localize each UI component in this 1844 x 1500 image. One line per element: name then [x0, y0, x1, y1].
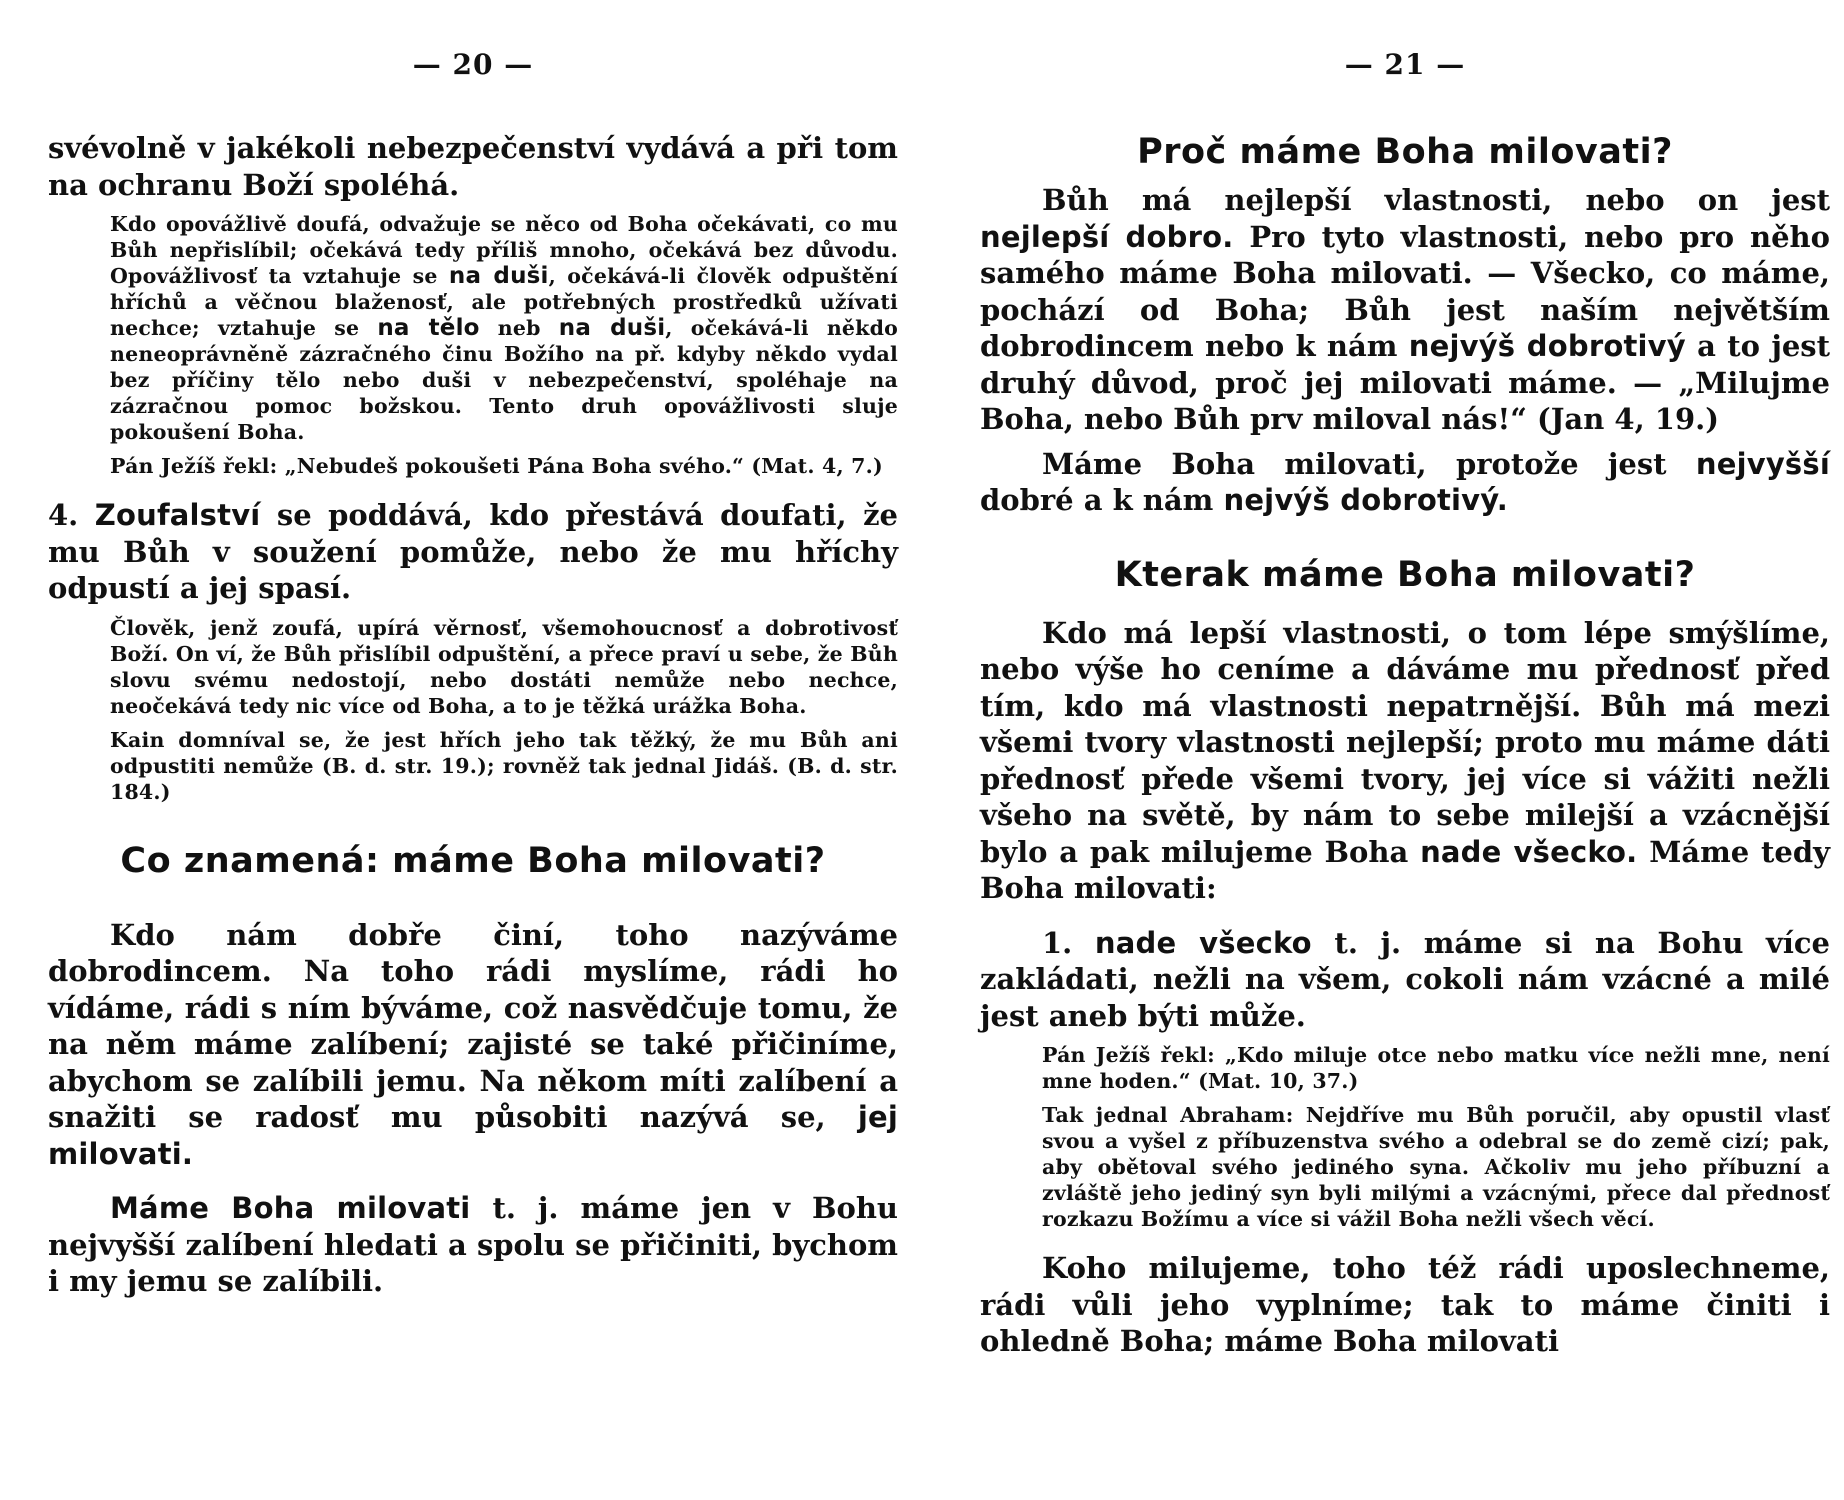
scripture-quote: Pán Ježíš řekl: „Kdo miluje otce nebo matku více nežli mne, není mne hoden.“ (Mat. 10, 37.)	[1042, 1043, 1830, 1093]
section-heading: Kterak máme Boha milovati?	[1114, 554, 1696, 595]
paragraph: Máme Boha milovati t. j. máme jen v Bohu nejvyšší zalíbení hledati a spolu se přičiniti, bychom i my jemu se zalíbili.	[48, 1191, 899, 1298]
page-number: — 20 —	[412, 48, 534, 81]
emphasis: jej milovati.	[48, 1100, 898, 1171]
emphasis: nejlepší dobro.	[980, 219, 1234, 254]
left-page	[48, 0, 898, 1500]
small-paragraph: Člověk, jenž zoufá, upírá věrnosť, všemohoucnosť a dobrotivosť Boží. On ví, že Bůh přislíbil odpuštění, a přece praví u sebe, že Bůh slovu svému nedostojí, nebo dostáti nemůže nebo nechce, neočekává tedy nic více od Boha, a to je těžká urážka Boha.	[110, 615, 898, 718]
emphasis: nejvyšší	[1695, 446, 1830, 481]
scripture-quote: Pán Ježíš řekl: „Nebudeš pokoušeti Pána Boha svého.“ (Mat. 4, 7.)	[110, 454, 883, 478]
page-content	[48, 130, 898, 1300]
emphasis: nejvýš dobrotivý	[1408, 329, 1686, 363]
emphasis: nade všecko	[1094, 925, 1312, 960]
right-page	[980, 0, 1830, 1500]
paragraph: svévolně v jakékoli nebezpečenství vydává a při tom na ochranu Boží spoléhá.	[48, 131, 898, 202]
paragraph: Kdo má lepší vlastnosti, o tom lépe smýšlíme, nebo výše ho ceníme a dáváme mu přednosť před tím, kdo má vlastnosti nepatrnější. Bůh má mezi všemi tvory vlastnosti nejlepší; proto mu máme dáti přednosť přede všemi tvory, jej více si vážiti nežli všeho na světě, by nám to sebe milejší a vzácnější bylo a pak milujeme Boha nade všecko. Máme tedy Boha milovati:	[980, 615, 1830, 905]
section-heading: Co znamená: máme Boha milovati?	[120, 840, 826, 881]
paragraph: Bůh má nejlepší vlastnosti, nebo on jest nejlepší dobro. Pro tyto vlastnosti, nebo pro něho samého máme Boha milovati. — Všecko, co máme, pochází od Boha; Bůh jest naším největším dobrodincem nebo k nám nejvýš dobrotivý a to jest druhý důvod, proč jej milovati máme. — „Milujme Boha, nebo Bůh prv miloval nás!“ (Jan 4, 19.)	[980, 183, 1831, 436]
emphasis: Zoufalství	[94, 498, 261, 532]
section-heading: Proč máme Boha milovati?	[1137, 132, 1673, 172]
small-paragraph: Tak jednal Abraham: Nejdříve mu Bůh poručil, aby opustil vlasť svou a vyšel z příbuzenstva svého a odebral se do země cizí; pak, aby obětoval svého jediného syna. Ačkoliv mu jeho příbuzní a zvláště jeho jediný syn byli milými a vzácnými, přece dal přednosť rozkazu Božímu a více si vážil Boha nežli všech věcí.	[1042, 1103, 1830, 1231]
paragraph: Máme Boha milovati, protože jest nejvyšší dobré a k nám nejvýš dobrotivý.	[980, 446, 1830, 517]
small-paragraph: Kain domníval se, že jest hřích jeho tak těžký, že mu Bůh ani odpustiti nemůže (B. d. str. 19.); rovněž tak jednal Jidáš. (B. d. str. 184.)	[110, 727, 898, 804]
emphasis: Máme Boha milovati	[110, 1191, 471, 1225]
emphasis: na tělo	[377, 315, 480, 341]
paragraph: Kdo nám dobře činí, toho nazýváme dobrodincem. Na toho rádi myslíme, rádi ho vídáme, rádi s ním býváme, což nasvědčuje tomu, že na něm máme zalíbení; zajisté se také přičiníme, abychom se zalíbili jemu. Na někom míti zalíbení a snažiti se radosť mu působiti nazývá se, jej milovati.	[48, 917, 898, 1171]
paragraph: 4. Zoufalství se poddává, kdo přestává doufati, že mu Bůh v soužení pomůže, nebo že mu hříchy odpustí a jej spasí.	[48, 498, 898, 605]
paragraph: Koho milujeme, toho též rádi uposlechneme, rádi vůli jeho vyplníme; tak to máme činiti i ohledně Boha; máme Boha milovati	[980, 1251, 1830, 1358]
list-item: 1. nade všecko t. j. máme si na Bohu více zakládati, nežli na všem, cokoli nám vzácné a milé jest aneb býti může.	[980, 925, 1830, 1033]
page-content	[980, 130, 1830, 1360]
page-number: — 21 —	[1344, 48, 1466, 81]
emphasis: na duši	[448, 263, 549, 289]
emphasis: nejvýš dobrotivý.	[1223, 483, 1508, 517]
small-paragraph: Kdo opovážlivě doufá, odvažuje se něco od Boha očekávati, co mu Bůh nepřislíbil; očekává tedy příliš mnoho, očekává bez důvodu. Opovážlivosť ta vztahuje se na duši, očekává-li člověk odpuštění hříchů a věčnou blaženosť, ale potřebných prostředků užívati nechce; vztahuje se na tělo neb na duši, očekává-li někdo neneoprávněně zázračného činu Božího na př. kdyby někdo vydal bez příčiny tělo nebo duši v nebezpečenství, spoléhaje na zázračnou pomoc božskou. Tento druh opovážlivosti sluje pokoušení Boha.	[110, 212, 899, 444]
emphasis: nade všecko.	[1420, 834, 1638, 869]
emphasis: na duši	[558, 315, 666, 341]
